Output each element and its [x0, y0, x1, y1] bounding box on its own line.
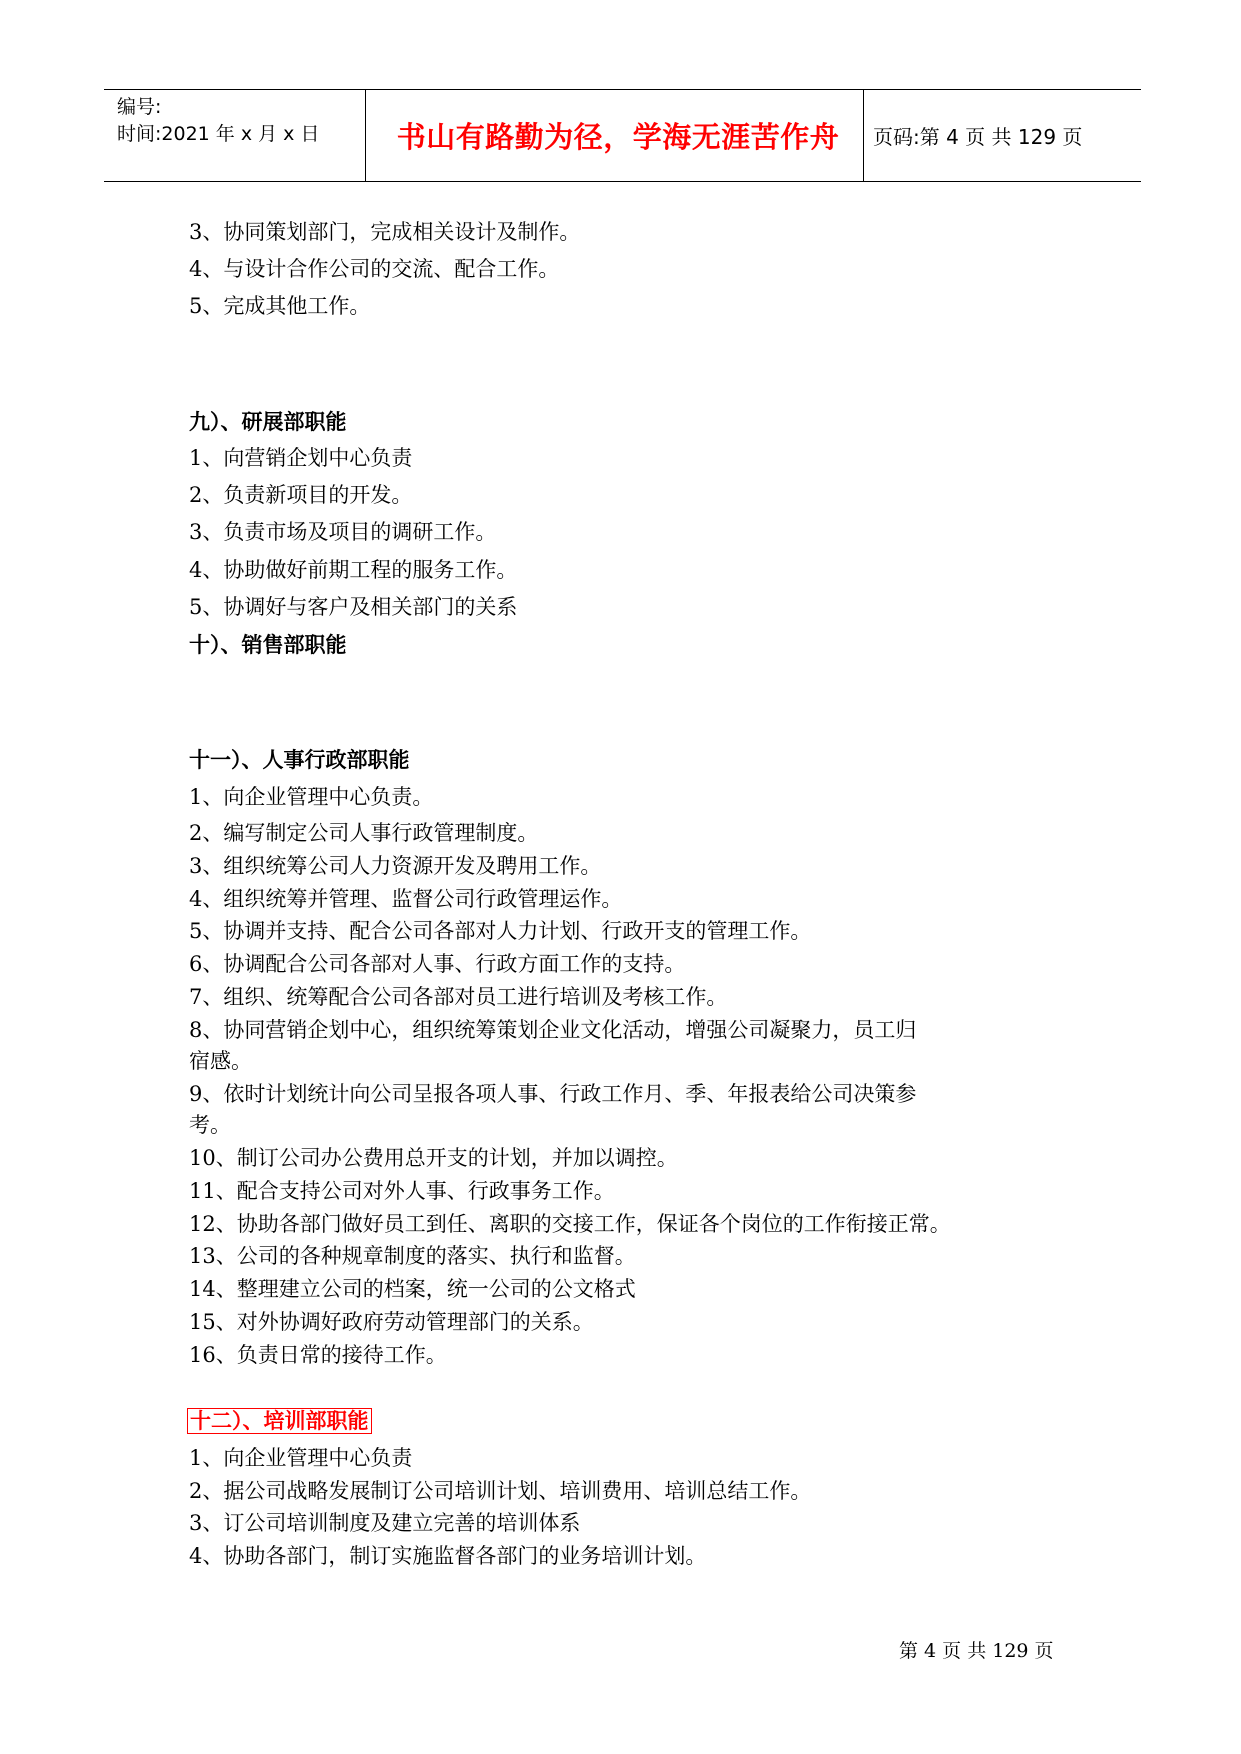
- section-heading: 九）、研展部职能: [189, 410, 347, 434]
- list-item-continuation: 考。: [189, 1113, 231, 1137]
- list-item: 4、协助做好前期工程的服务工作。: [189, 558, 518, 582]
- list-item: 4、组织统筹并管理、监督公司行政管理运作。: [189, 887, 623, 911]
- list-item: 5、完成其他工作。: [189, 294, 371, 318]
- list-item: 10、制订公司办公费用总开支的计划，并加以调控。: [189, 1146, 678, 1170]
- list-item: 15、对外协调好政府劳动管理部门的关系。: [189, 1310, 594, 1334]
- list-item: 1、向企业管理中心负责。: [189, 785, 434, 809]
- list-item: 8、协同营销企划中心，组织统筹策划企业文化活动，增强公司凝聚力，员工归: [189, 1018, 917, 1042]
- list-item: 1、向企业管理中心负责: [189, 1446, 413, 1470]
- list-item: 1、向营销企划中心负责: [189, 446, 413, 470]
- list-item: 4、与设计合作公司的交流、配合工作。: [189, 257, 560, 281]
- header-motto: 书山有路勤为径，学海无涯苦作舟: [396, 120, 840, 154]
- list-item: 6、协调配合公司各部对人事、行政方面工作的支持。: [189, 952, 686, 976]
- doc-number-label: 编号:: [117, 96, 162, 118]
- list-item: 12、协助各部门做好员工到任、离职的交接工作，保证各个岗位的工作衔接正常。: [189, 1212, 951, 1236]
- list-item: 5、协调好与客户及相关部门的关系: [189, 595, 518, 619]
- header-divider-left: [365, 90, 366, 181]
- list-item: 3、订公司培训制度及建立完善的培训体系: [189, 1511, 581, 1535]
- list-item: 5、协调并支持、配合公司各部对人力计划、行政开支的管理工作。: [189, 919, 812, 943]
- page-footer: 第 4 页 共 129 页: [899, 1640, 1054, 1662]
- list-item-continuation: 宿感。: [189, 1049, 252, 1073]
- section-heading: 十）、销售部职能: [189, 633, 347, 657]
- list-item: 3、负责市场及项目的调研工作。: [189, 520, 497, 544]
- list-item: 2、编写制定公司人事行政管理制度。: [189, 821, 539, 845]
- section-heading: 十一）、人事行政部职能: [189, 748, 410, 772]
- list-item: 16、负责日常的接待工作。: [189, 1343, 447, 1367]
- list-item: 7、组织、统筹配合公司各部对员工进行培训及考核工作。: [189, 985, 728, 1009]
- list-item: 11、配合支持公司对外人事、行政事务工作。: [189, 1179, 615, 1203]
- list-item: 14、整理建立公司的档案，统一公司的公文格式: [189, 1277, 636, 1301]
- section-heading-highlighted: [189, 1406, 372, 1436]
- list-item: 13、公司的各种规章制度的落实、执行和监督。: [189, 1244, 636, 1268]
- list-item: 2、据公司战略发展制订公司培训计划、培训费用、培训总结工作。: [189, 1479, 812, 1503]
- list-item: 9、依时计划统计向公司呈报各项人事、行政工作月、季、年报表给公司决策参: [189, 1082, 917, 1106]
- list-item: 3、组织统筹公司人力资源开发及聘用工作。: [189, 854, 602, 878]
- list-item: 4、协助各部门，制订实施监督各部门的业务培训计划。: [189, 1544, 707, 1568]
- header-page-label: 页码:第 4 页 共 129 页: [873, 125, 1083, 149]
- list-item: 3、协同策划部门，完成相关设计及制作。: [189, 220, 581, 244]
- page-header: [104, 89, 1141, 182]
- time-label: 时间:2021 年 x 月 x 日: [117, 123, 320, 145]
- list-item: 2、负责新项目的开发。: [189, 483, 413, 507]
- header-divider-right: [863, 90, 864, 181]
- header-left-cell: [117, 94, 319, 148]
- section-heading-box: 十二）、培训部职能: [187, 1408, 372, 1434]
